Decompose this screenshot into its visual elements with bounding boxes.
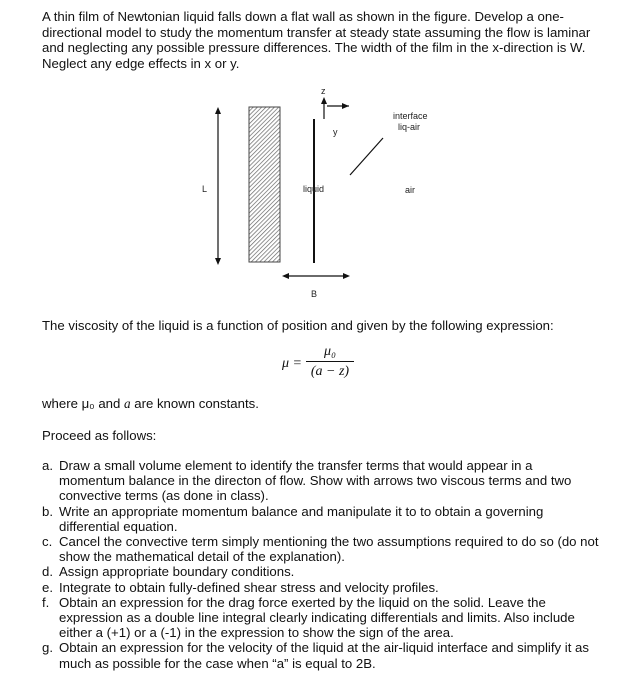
equation-lhs: μ = (282, 356, 302, 371)
step-text: Integrate to obtain fully-defined shear stress and velocity profiles. (59, 579, 439, 595)
step-text: Write an appropriate momentum balance and manipulate it to to obtain a governing differential equation. (59, 503, 544, 534)
equation-fraction (306, 343, 354, 380)
fraction-bar (306, 361, 354, 362)
thickness-label: B (311, 289, 318, 299)
step-marker: b. (42, 503, 53, 519)
step-marker: g. (42, 640, 53, 656)
step-marker: c. (42, 534, 53, 550)
equation-denominator: (a − z) (310, 364, 350, 379)
length-arrowhead-bottom (215, 258, 221, 265)
list-item (42, 504, 602, 534)
list-item (42, 458, 602, 504)
step-marker: d. (42, 564, 53, 580)
thickness-arrowhead-right (343, 273, 350, 279)
step-marker: e. (42, 579, 53, 595)
interface-label-line2: liq-air (398, 122, 421, 132)
interface-label-line1: interface (393, 111, 428, 121)
step-marker: a. (42, 458, 53, 473)
step-text: Cancel the convective term simply mentioning the two assumptions required to do so (do not show the mathematical detail of the explanation). (59, 534, 599, 565)
step-text: Draw a small volume element to identify the transfer terms that would appear in a momentum balance in the directon of flow. Show with arrows two viscous terms and two convective terms (as done in class). (59, 458, 572, 504)
proceed-heading: Proceed as follows: (42, 428, 157, 443)
steps-list (42, 458, 602, 671)
solid-wall (249, 107, 280, 262)
problem-intro: A thin film of Newtonian liquid falls down a flat wall as shown in the figure. Develop a one-directional model to study the momentum transfer at steady state assuming the flow is laminar and neglecting any possible pressure differences. The width of the film in the x-direction is W. Neglect any edge effects in x or y. (42, 9, 591, 71)
length-label: L (202, 184, 208, 194)
where-suffix: are known constants. (130, 396, 259, 411)
length-arrowhead-top (215, 107, 221, 114)
z-axis-arrowhead (321, 97, 327, 104)
step-text: Assign appropriate boundary conditions. (59, 564, 295, 580)
equation-numerator: μ₀ (324, 344, 336, 359)
list-item (42, 640, 602, 670)
thickness-arrowhead-left (282, 273, 289, 279)
where-sentence (42, 396, 259, 412)
viscosity-equation (282, 343, 362, 383)
step-marker: f. (42, 594, 50, 610)
list-item (42, 564, 602, 579)
where-var-a: a (123, 396, 131, 411)
z-axis-label: z (321, 86, 326, 96)
y-axis-label: y (333, 127, 338, 137)
step-text: Obtain an expression for the velocity of the liquid at the air-liquid interface and simplify it as much as possible for the case when “a” is equal to 2B. (59, 640, 589, 671)
where-prefix: where μ₀ and (42, 396, 124, 411)
liquid-label: liquid (303, 184, 325, 194)
list-item (42, 534, 602, 564)
viscosity-sentence: The viscosity of the liquid is a function of position and given by the following expression: (42, 318, 554, 333)
air-label: air (405, 185, 416, 195)
falling-film-figure (190, 85, 450, 300)
step-text: Obtain an expression for the drag force exerted by the liquid on the solid. Leave the expression as a double line integral clearly indicating differentials and limits. Also include either a (+1) or a (-1) in the expression to show the sign of the area. (59, 594, 575, 641)
interface-pointer-line (350, 138, 383, 175)
y-axis-arrowhead (342, 103, 349, 109)
list-item (42, 580, 602, 595)
list-item (42, 595, 602, 641)
